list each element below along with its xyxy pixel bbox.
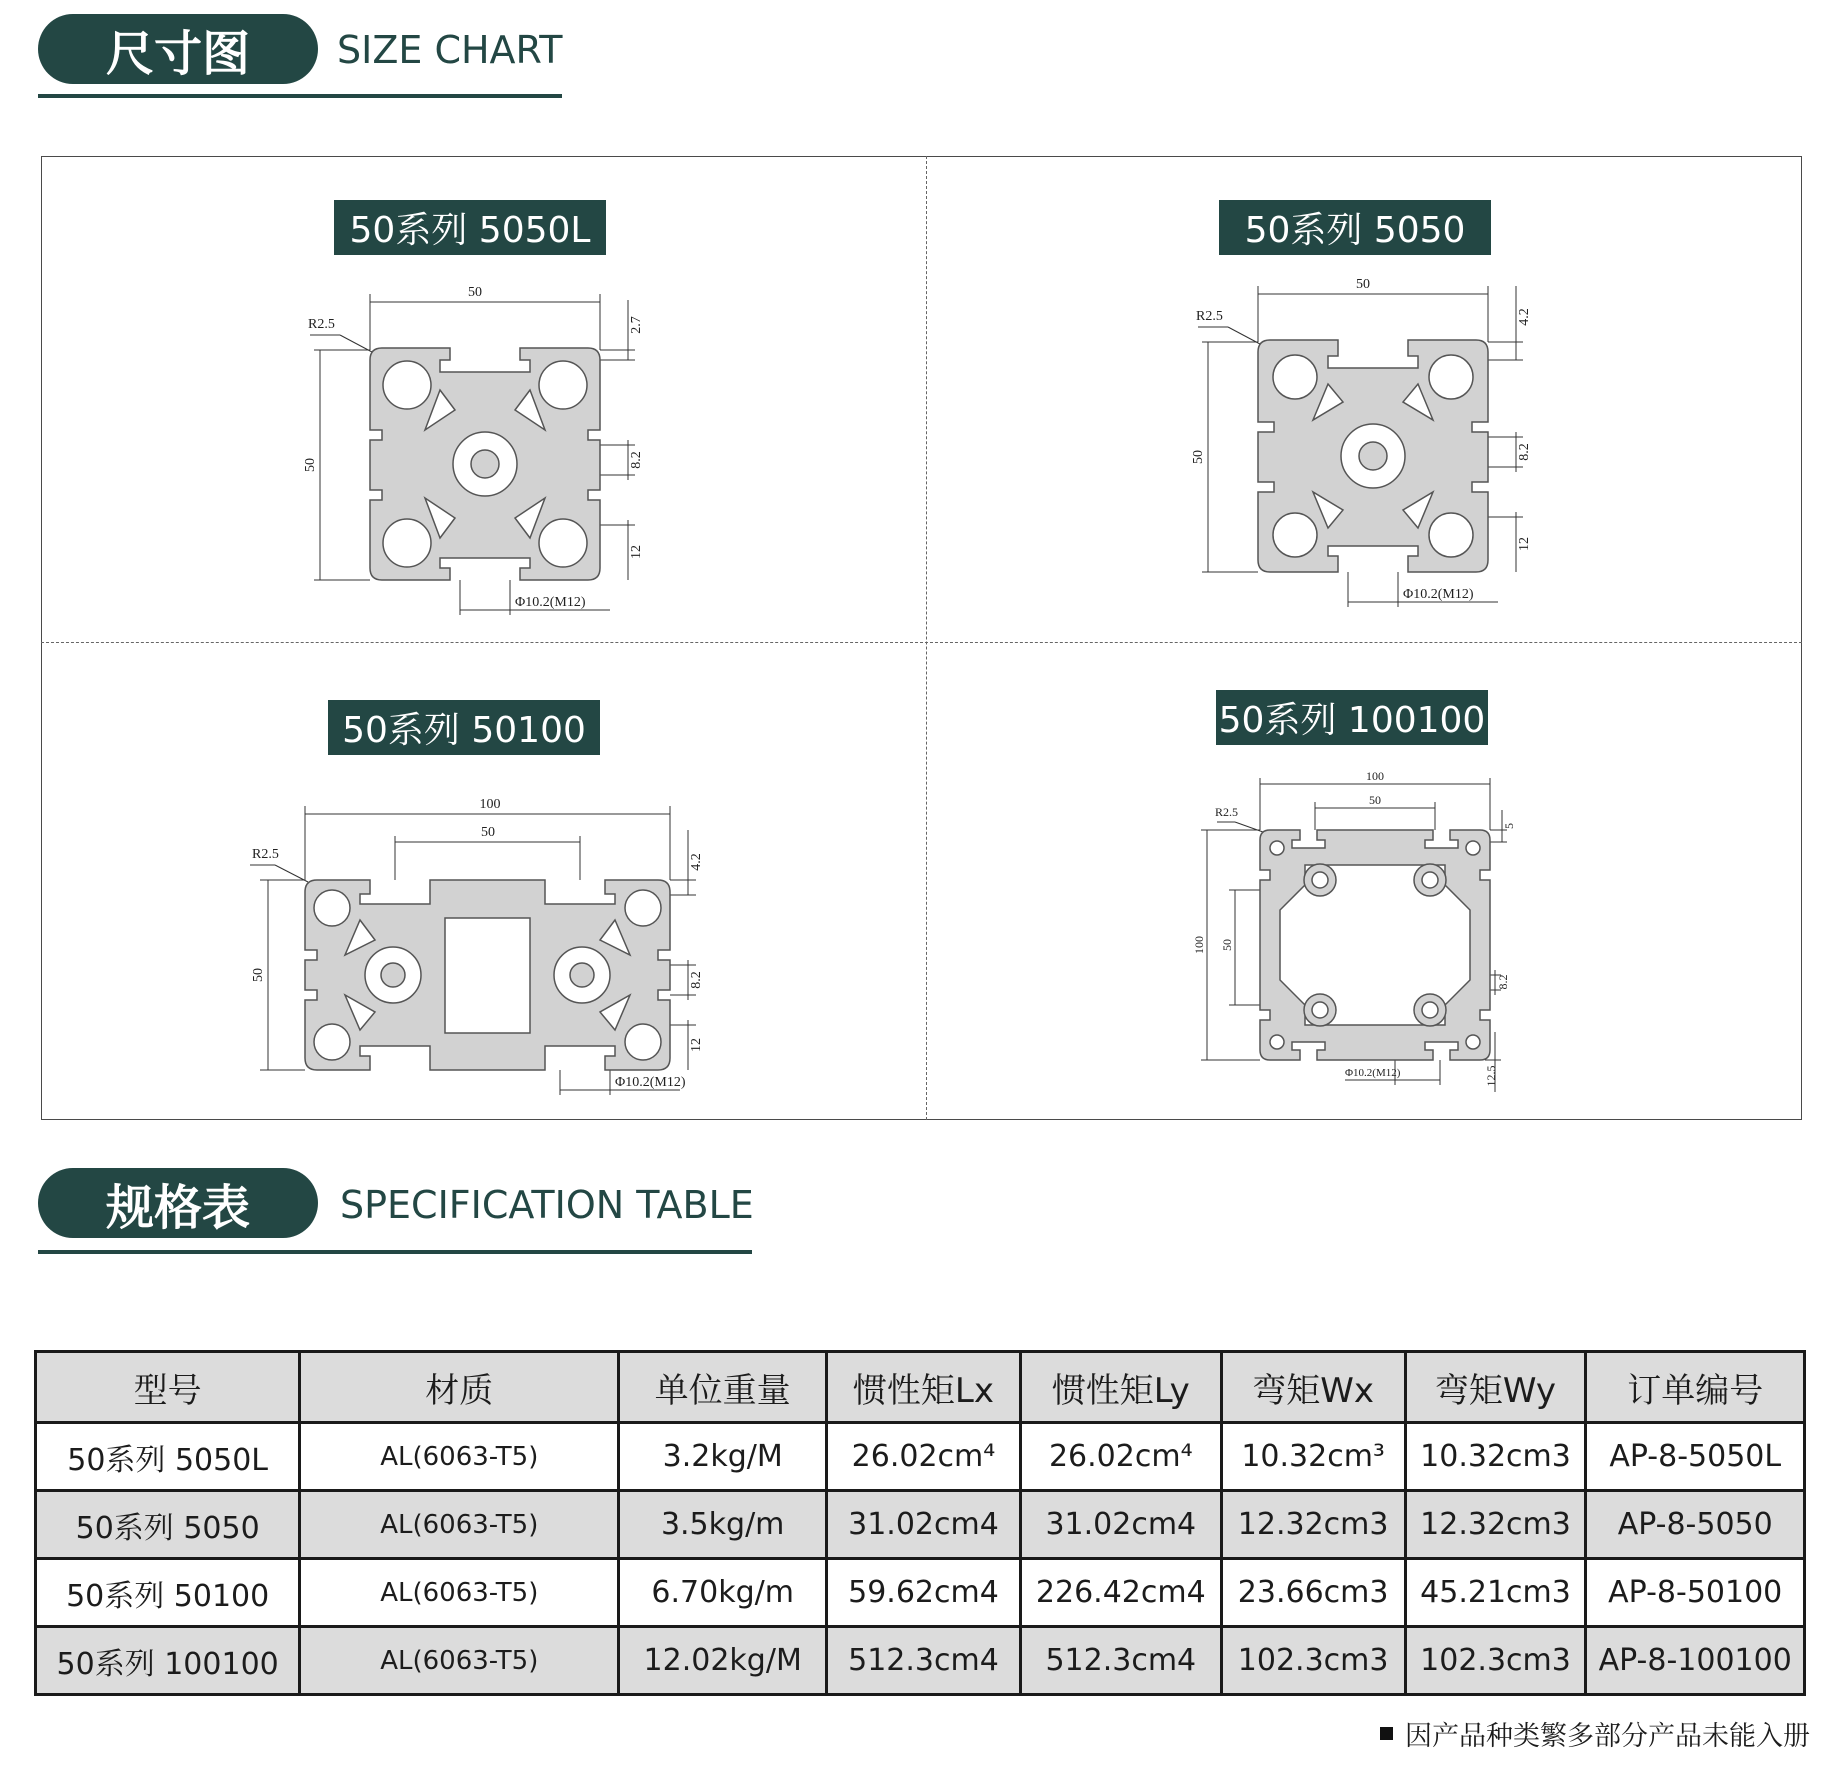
table-cell: 512.3cm4 [1020, 1627, 1221, 1695]
header-unit-weight: 单位重量 [619, 1352, 827, 1423]
table-header-row [36, 1352, 1805, 1423]
table-cell: 23.66cm3 [1221, 1559, 1405, 1627]
dim-label: Φ10.2(M12) [1403, 587, 1474, 602]
profile-drawing-5050l [300, 280, 650, 620]
table-cell: 102.3cm3 [1221, 1627, 1405, 1695]
table-cell: 45.21cm3 [1405, 1559, 1586, 1627]
table-cell: 50系列 5050L [36, 1423, 300, 1491]
dim-label: 100 [1192, 936, 1206, 954]
table-row [36, 1627, 1805, 1695]
table-cell: 50系列 50100 [36, 1559, 300, 1627]
spec-table-title-cn: 规格表 [105, 1179, 250, 1236]
dim-label: 4.2 [689, 853, 704, 871]
table-cell: 10.32cm3 [1405, 1423, 1586, 1491]
panel-label-5050l: 50系列 5050L [334, 200, 606, 255]
dim-label: 4.2 [1517, 308, 1532, 326]
dim-label: 8.2 [1517, 443, 1532, 461]
table-cell: 50系列 100100 [36, 1627, 300, 1695]
dim-label: Φ10.2(M12) [615, 1075, 686, 1090]
profile-drawing-5050 [1188, 272, 1538, 612]
table-cell: 12.32cm3 [1221, 1491, 1405, 1559]
header-order-no: 订单编号 [1586, 1352, 1805, 1423]
spec-table-title-en: SPECIFICATION TABLE [340, 1183, 754, 1227]
bullet-square-icon [1380, 1727, 1393, 1740]
size-chart-title-pill [38, 14, 318, 84]
dim-label: 100 [1366, 769, 1384, 783]
footnote-text: 因产品种类繁多部分产品未能入册 [1405, 1721, 1810, 1752]
header-material: 材质 [300, 1352, 619, 1423]
horizontal-divider [41, 642, 1802, 643]
dim-label: 8.2 [689, 971, 704, 989]
table-cell: AP-8-50100 [1586, 1559, 1805, 1627]
table-cell: 31.02cm4 [827, 1491, 1021, 1559]
panel-label-100100: 50系列 100100 [1216, 690, 1488, 745]
size-chart-underline [38, 94, 562, 98]
table-cell: 226.42cm4 [1020, 1559, 1221, 1627]
dim-label: 50 [481, 825, 495, 840]
table-cell: 26.02cm⁴ [827, 1423, 1021, 1491]
table-cell: 102.3cm3 [1405, 1627, 1586, 1695]
table-cell: 6.70kg/m [619, 1559, 827, 1627]
panel-label-50100: 50系列 50100 [328, 700, 600, 755]
table-cell: AL(6063-T5) [300, 1491, 619, 1559]
dim-label: 12 [629, 545, 644, 559]
dim-label: 50 [1191, 450, 1206, 464]
table-row [36, 1559, 1805, 1627]
table-cell: 31.02cm4 [1020, 1491, 1221, 1559]
size-chart-title-cn: 尺寸图 [105, 25, 250, 82]
header-moment-wy: 弯矩Wy [1405, 1352, 1586, 1423]
vertical-divider [926, 156, 927, 1120]
dim-label: 2.7 [629, 316, 644, 334]
spec-table-title-pill [38, 1168, 318, 1238]
header-inertia-lx: 惯性矩Lx [827, 1352, 1021, 1423]
table-cell: 12.32cm3 [1405, 1491, 1586, 1559]
profile-drawing-50100 [240, 790, 710, 1110]
dim-label: 8.2 [1496, 974, 1510, 990]
dim-label: 8.2 [629, 451, 644, 469]
dim-label: R2.5 [308, 317, 335, 332]
footnote [1380, 1714, 1810, 1753]
dim-label: 5 [1502, 823, 1516, 829]
dim-label: 12 [689, 1038, 704, 1052]
dim-label: R2.5 [252, 847, 279, 862]
table-cell: 12.02kg/M [619, 1627, 827, 1695]
dim-label: 50 [303, 458, 318, 472]
dim-label: 100 [479, 797, 501, 812]
spec-table-underline [38, 1250, 752, 1254]
size-chart-title-en: SIZE CHART [337, 28, 563, 72]
profile-drawing-100100 [1192, 769, 1535, 1100]
dim-label: 50 [1369, 793, 1381, 807]
specification-table [34, 1350, 1806, 1696]
table-cell: 26.02cm⁴ [1020, 1423, 1221, 1491]
table-cell: AL(6063-T5) [300, 1559, 619, 1627]
dim-label: 50 [1356, 277, 1370, 292]
dim-label: R2.5 [1215, 805, 1239, 819]
dim-label: 50 [251, 968, 266, 982]
header-inertia-ly: 惯性矩Ly [1020, 1352, 1221, 1423]
table-cell: AP-8-5050 [1586, 1491, 1805, 1559]
dim-label: Φ10.2(M12) [1345, 1067, 1401, 1079]
dim-label: 50 [1220, 939, 1234, 951]
dim-label: Φ10.2(M12) [515, 595, 586, 610]
table-cell: AP-8-100100 [1586, 1627, 1805, 1695]
header-model: 型号 [36, 1352, 300, 1423]
table-cell: 59.62cm4 [827, 1559, 1021, 1627]
table-cell: 10.32cm³ [1221, 1423, 1405, 1491]
dim-label: 12.5 [1484, 1065, 1498, 1087]
dim-label: R2.5 [1196, 309, 1223, 324]
table-row [36, 1423, 1805, 1491]
table-row [36, 1491, 1805, 1559]
table-cell: 50系列 5050 [36, 1491, 300, 1559]
table-cell: 3.5kg/m [619, 1491, 827, 1559]
dim-label: 12 [1517, 537, 1532, 551]
table-cell: AL(6063-T5) [300, 1627, 619, 1695]
table-cell: 512.3cm4 [827, 1627, 1021, 1695]
table-cell: 3.2kg/M [619, 1423, 827, 1491]
header-moment-wx: 弯矩Wx [1221, 1352, 1405, 1423]
table-cell: AL(6063-T5) [300, 1423, 619, 1491]
panel-label-5050: 50系列 5050 [1219, 200, 1491, 255]
table-cell: AP-8-5050L [1586, 1423, 1805, 1491]
dim-label: 50 [468, 285, 482, 300]
